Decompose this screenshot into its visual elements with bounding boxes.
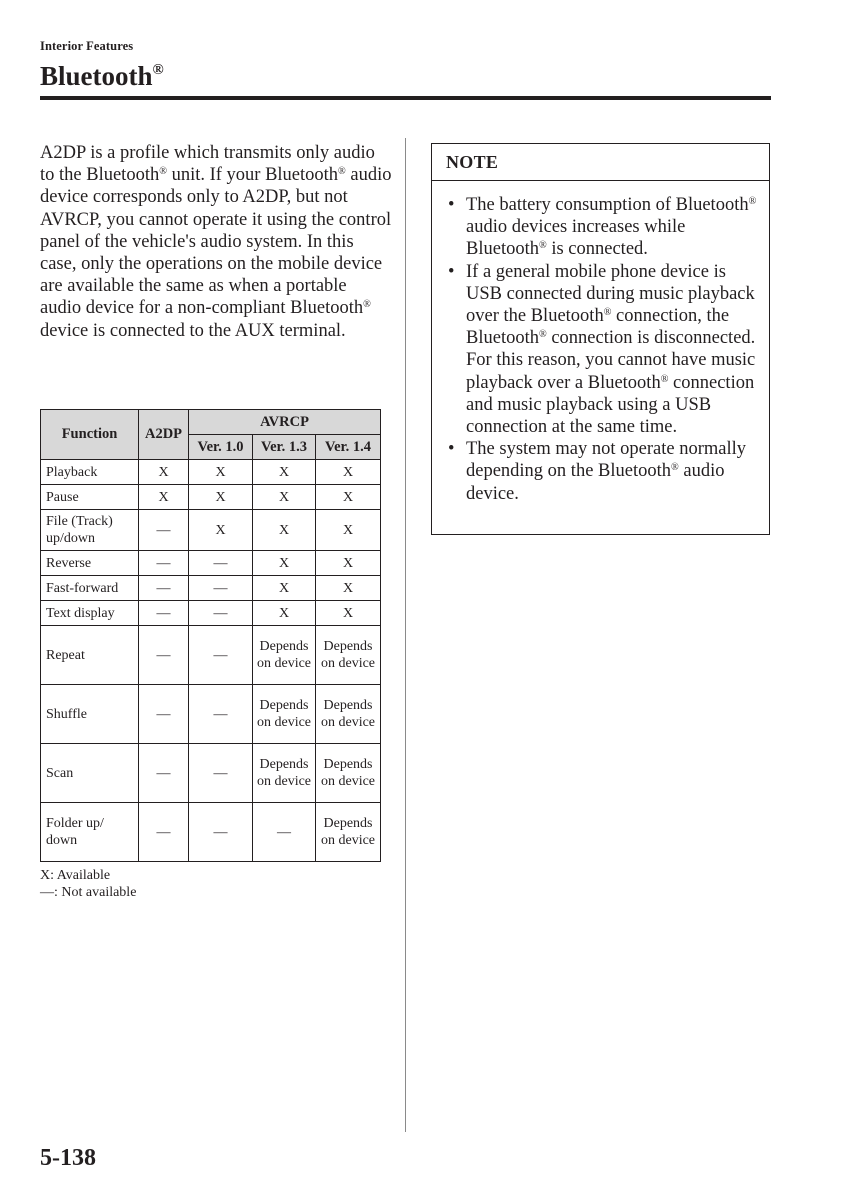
cell-ver-1-3: X bbox=[253, 510, 316, 551]
table-row bbox=[41, 551, 381, 576]
cell-ver-1-4: Depends on device bbox=[316, 626, 381, 685]
cell-ver-1-4: X bbox=[316, 460, 381, 485]
cell-ver-1-0: X bbox=[189, 485, 253, 510]
cell-function: Pause bbox=[41, 485, 139, 510]
note-text: connection, the Bluetooth bbox=[466, 306, 730, 349]
cell-ver-1-3: Depends on device bbox=[253, 744, 316, 803]
cell-ver-1-0: X bbox=[189, 510, 253, 551]
note-text: audio device. bbox=[466, 461, 725, 504]
header-a2dp: A2DP bbox=[139, 410, 189, 460]
registered-mark: ® bbox=[671, 462, 679, 474]
cell-ver-1-3: Depends on device bbox=[253, 685, 316, 744]
registered-mark: ® bbox=[152, 62, 164, 78]
note-text: connection is disconnected. For this reason, you cannot have music playback over a Bluetooth bbox=[466, 328, 756, 393]
cell-function: Folder up/ down bbox=[41, 803, 139, 862]
registered-mark: ® bbox=[660, 373, 669, 385]
cell-a2dp: X bbox=[139, 485, 189, 510]
note-text: The system may not operate normally depending on the Bluetooth bbox=[466, 439, 746, 482]
table-row bbox=[41, 744, 381, 803]
cell-a2dp: — bbox=[139, 510, 189, 551]
cell-ver-1-4: X bbox=[316, 601, 381, 626]
note-item bbox=[432, 194, 769, 261]
intro-text: A2DP is a profile which transmits only audio to the Bluetooth bbox=[40, 143, 375, 186]
table-row bbox=[41, 485, 381, 510]
bullet-icon: • bbox=[448, 261, 455, 282]
table-row bbox=[41, 460, 381, 485]
table-row bbox=[41, 601, 381, 626]
note-box bbox=[431, 143, 770, 535]
page-title bbox=[40, 53, 164, 93]
title-rule bbox=[40, 96, 771, 100]
bullet-icon: • bbox=[448, 195, 455, 215]
note-text: The battery consumption of Bluetooth bbox=[466, 195, 749, 215]
table-row bbox=[41, 803, 381, 862]
cell-a2dp: — bbox=[139, 803, 189, 862]
cell-function: Shuffle bbox=[41, 685, 139, 744]
cell-ver-1-3: X bbox=[253, 601, 316, 626]
cell-ver-1-3: X bbox=[253, 551, 316, 576]
page-title-text: Bluetooth bbox=[40, 61, 153, 91]
table-row bbox=[41, 576, 381, 601]
cell-ver-1-4: X bbox=[316, 485, 381, 510]
cell-ver-1-4: X bbox=[316, 576, 381, 601]
header-function: Function bbox=[41, 410, 139, 460]
note-text: connection and music playback using a USB connection at the same time. bbox=[466, 372, 755, 438]
cell-function: Fast-forward bbox=[41, 576, 139, 601]
table-row bbox=[41, 626, 381, 685]
header-ver-1-0: Ver. 1.0 bbox=[189, 435, 253, 460]
legend-not-available: —: Not available bbox=[40, 885, 137, 900]
note-item bbox=[432, 438, 769, 505]
cell-ver-1-0: — bbox=[189, 626, 253, 685]
legend-available: X: Available bbox=[40, 868, 111, 883]
cell-a2dp: — bbox=[139, 576, 189, 601]
table-legend bbox=[40, 867, 136, 901]
cell-ver-1-3: X bbox=[253, 460, 316, 485]
cell-a2dp: — bbox=[139, 551, 189, 576]
cell-ver-1-4: Depends on device bbox=[316, 803, 381, 862]
intro-text: unit. If your Bluetooth bbox=[166, 165, 339, 186]
registered-mark: ® bbox=[748, 195, 757, 207]
registered-mark: ® bbox=[538, 240, 547, 252]
column-divider bbox=[405, 138, 406, 1132]
registered-mark: ® bbox=[603, 306, 612, 318]
note-item bbox=[432, 261, 769, 439]
cell-a2dp: — bbox=[139, 626, 189, 685]
cell-ver-1-3: X bbox=[253, 576, 316, 601]
cell-function: Scan bbox=[41, 744, 139, 803]
cell-ver-1-0: — bbox=[189, 685, 253, 744]
registered-mark: ® bbox=[363, 299, 371, 311]
cell-function: Repeat bbox=[41, 626, 139, 685]
registered-mark: ® bbox=[338, 166, 346, 178]
table-row bbox=[41, 685, 381, 744]
cell-a2dp: X bbox=[139, 460, 189, 485]
cell-ver-1-4: X bbox=[316, 510, 381, 551]
cell-ver-1-0: — bbox=[189, 551, 253, 576]
header-ver-1-3: Ver. 1.3 bbox=[253, 435, 316, 460]
note-text: is connected. bbox=[546, 239, 648, 260]
note-heading: NOTE bbox=[432, 144, 769, 181]
cell-ver-1-0: — bbox=[189, 601, 253, 626]
cell-function: File (Track) up/down bbox=[41, 510, 139, 551]
registered-mark: ® bbox=[159, 166, 167, 178]
cell-function: Reverse bbox=[41, 551, 139, 576]
page-number: 5-138 bbox=[40, 1145, 96, 1171]
cell-ver-1-3: Depends on device bbox=[253, 626, 316, 685]
note-text: audio devices increases while Bluetooth bbox=[466, 217, 686, 260]
header-ver-1-4: Ver. 1.4 bbox=[316, 435, 381, 460]
header-avrcp: AVRCP bbox=[189, 410, 381, 435]
cell-ver-1-4: X bbox=[316, 551, 381, 576]
cell-ver-1-4: Depends on device bbox=[316, 744, 381, 803]
cell-ver-1-0: X bbox=[189, 460, 253, 485]
cell-a2dp: — bbox=[139, 601, 189, 626]
cell-a2dp: — bbox=[139, 685, 189, 744]
table-row bbox=[41, 510, 381, 551]
bullet-icon: • bbox=[448, 439, 455, 460]
note-text: If a general mobile phone device is USB connected during music playback over the Bluetooth bbox=[466, 261, 755, 327]
note-list bbox=[432, 181, 769, 505]
cell-ver-1-4: Depends on device bbox=[316, 685, 381, 744]
intro-text: device is connected to the AUX terminal. bbox=[40, 320, 346, 341]
cell-ver-1-0: — bbox=[189, 576, 253, 601]
function-table bbox=[40, 409, 381, 862]
cell-function: Playback bbox=[41, 460, 139, 485]
cell-ver-1-3: X bbox=[253, 485, 316, 510]
cell-ver-1-0: — bbox=[189, 744, 253, 803]
intro-text: audio device corresponds only to A2DP, but not AVRCP, you cannot operate it using the control panel of the vehicle's audio system. In this case, only the operations on the mobile device are available the same as when a portable audio device for a non-compliant Bluetooth bbox=[40, 165, 392, 319]
registered-mark: ® bbox=[538, 329, 547, 341]
cell-ver-1-0: — bbox=[189, 803, 253, 862]
cell-function: Text display bbox=[41, 601, 139, 626]
intro-paragraph bbox=[40, 142, 392, 342]
section-label: Interior Features bbox=[40, 39, 134, 53]
cell-a2dp: — bbox=[139, 744, 189, 803]
cell-ver-1-3: — bbox=[253, 803, 316, 862]
